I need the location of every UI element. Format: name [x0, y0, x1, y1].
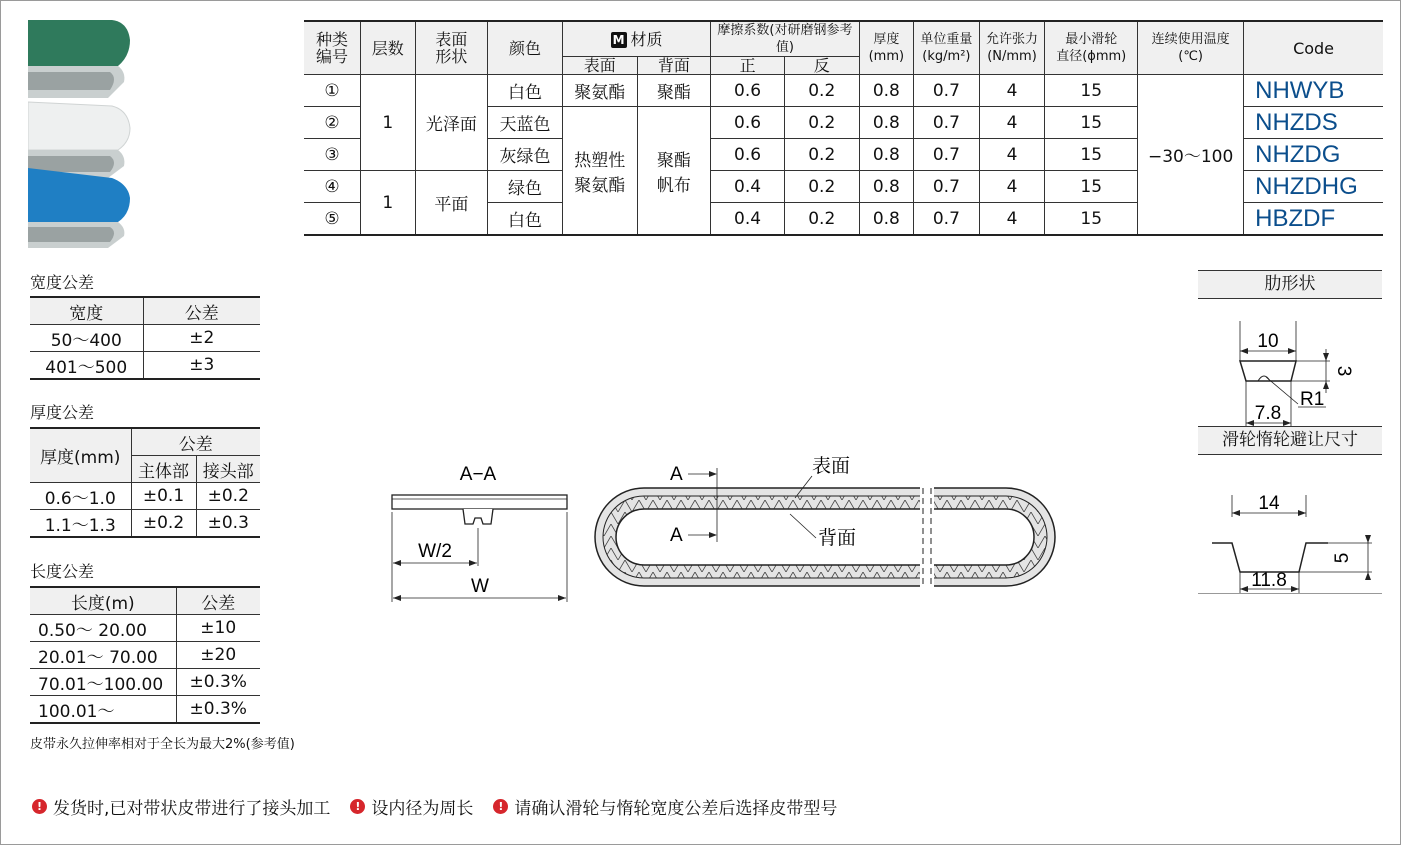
cell-thickness: 0.8: [859, 107, 914, 139]
clearance-bottom-dim: 11.8: [1251, 570, 1287, 591]
header-tolerance: 公差: [176, 587, 260, 615]
cell-color: 灰绿色: [488, 139, 563, 171]
code-link[interactable]: HBZDF: [1244, 203, 1383, 236]
cell-weight: 0.7: [914, 171, 980, 203]
table-row: [304, 75, 1383, 107]
header-material-surface: 表面: [562, 57, 637, 75]
thickness-tolerance-title: 厚度公差: [30, 403, 95, 422]
cell-friction-front: 0.4: [711, 171, 785, 203]
elongation-note: 皮带永久拉伸率相对于全长为最大2%(参考值): [30, 737, 295, 752]
cell-tolerance: ±20: [176, 642, 260, 669]
section-label: A−A: [459, 464, 497, 485]
code-link[interactable]: NHZDG: [1244, 139, 1383, 171]
thickness-tolerance-table: [30, 427, 260, 538]
cell-tolerance: ±3: [143, 352, 260, 380]
caution-icon: !: [350, 799, 365, 814]
cell-length: 0.50～ 20.00: [30, 615, 176, 642]
cell-thickness: 1.1～1.3: [30, 510, 131, 538]
table-row: [30, 615, 260, 642]
arrow-a-bottom-label: A: [670, 525, 683, 546]
cell-tension: 4: [979, 203, 1045, 236]
header-friction-back: 反: [784, 57, 859, 75]
header-friction: 摩擦系数(对研磨钢参考值): [711, 21, 859, 57]
cell-material-back: 聚酯: [637, 75, 711, 107]
cell-tension: 4: [979, 171, 1045, 203]
belt-samples-image: [28, 18, 132, 250]
rib-shape-box: [1198, 270, 1382, 429]
header-layers: 层数: [361, 21, 416, 75]
header-main: 主体部: [131, 456, 196, 483]
cell-thickness: 0.8: [859, 75, 914, 107]
header-temperature: 连续使用温度 (℃): [1138, 21, 1244, 75]
belt-spec-table: [304, 20, 1383, 236]
cell-friction-back: 0.2: [784, 203, 859, 236]
cell-thickness: 0.8: [859, 139, 914, 171]
surface-label: 表面: [812, 456, 851, 477]
pulley-clearance-diagram: [1198, 455, 1382, 593]
cell-pulley: 15: [1045, 203, 1138, 236]
note-item: [493, 794, 837, 819]
cell-length: 100.01～: [30, 696, 176, 724]
header-tension: 允许张力 (N/mm): [979, 21, 1045, 75]
note-item: [350, 794, 473, 819]
header-material-back: 背面: [637, 57, 711, 75]
cell-shape: 平面: [415, 171, 488, 236]
width-label: W: [471, 576, 489, 597]
length-tolerance-title: 长度公差: [30, 562, 95, 581]
cell-no: ⑤: [304, 203, 361, 236]
arrow-a-top-label: A: [670, 464, 683, 485]
cell-color: 白色: [488, 203, 563, 236]
clearance-depth-dim: 5: [1332, 552, 1353, 564]
cell-thickness: 0.6～1.0: [30, 483, 131, 510]
cell-main: ±0.2: [131, 510, 196, 538]
rib-top-dim: 10: [1257, 331, 1279, 352]
table-row: [30, 483, 260, 510]
cell-tolerance: ±0.3%: [176, 696, 260, 724]
cell-material-surface: 热塑性 聚氨酯: [562, 107, 637, 236]
cell-material-back: 聚酯 帆布: [637, 107, 711, 236]
header-length: 长度(m): [30, 587, 176, 615]
table-row: [30, 325, 260, 352]
notes-bar: [32, 794, 837, 819]
rib-radius-dim: R1: [1300, 389, 1325, 410]
header-type-no: 种类 编号: [304, 21, 361, 75]
header-color: 颜色: [488, 21, 563, 75]
material-badge-icon: M: [611, 32, 627, 48]
cell-friction-back: 0.2: [784, 107, 859, 139]
cell-joint: ±0.2: [196, 483, 260, 510]
table-row: [30, 669, 260, 696]
note-text: 发货时,已对带状皮带进行了接头加工: [53, 799, 331, 819]
cell-friction-back: 0.2: [784, 139, 859, 171]
cell-tolerance: ±10: [176, 615, 260, 642]
cell-no: ④: [304, 171, 361, 203]
cross-section-diagram: [385, 456, 575, 606]
header-surface-shape: 表面 形状: [415, 21, 488, 75]
pulley-clearance-box: [1198, 426, 1382, 594]
cell-joint: ±0.3: [196, 510, 260, 538]
table-row: [30, 510, 260, 538]
cell-length: 20.01～ 70.00: [30, 642, 176, 669]
cell-weight: 0.7: [914, 203, 980, 236]
clearance-top-dim: 14: [1258, 493, 1280, 514]
cell-weight: 0.7: [914, 107, 980, 139]
header-material: M 材质: [562, 21, 710, 57]
cell-layers: 1: [361, 171, 416, 236]
cell-tolerance: ±0.3%: [176, 669, 260, 696]
cell-pulley: 15: [1045, 171, 1138, 203]
note-text: 设内径为周长: [371, 799, 474, 819]
cell-pulley: 15: [1045, 107, 1138, 139]
cell-friction-front: 0.4: [711, 203, 785, 236]
cell-temperature: −30～100: [1138, 75, 1244, 236]
cell-friction-front: 0.6: [711, 75, 785, 107]
cell-width: 50～400: [30, 325, 143, 352]
table-row: [30, 696, 260, 724]
rib-shape-title: 肋形状: [1198, 270, 1382, 299]
cell-pulley: 15: [1045, 139, 1138, 171]
table-row: [30, 352, 260, 380]
back-label: 背面: [818, 528, 857, 549]
cell-friction-back: 0.2: [784, 171, 859, 203]
note-item: [32, 794, 330, 819]
width-tolerance-table: [30, 296, 260, 380]
header-width: 宽度: [30, 297, 143, 325]
cell-friction-front: 0.6: [711, 139, 785, 171]
header-unit-weight: 单位重量 (kg/m²): [914, 21, 980, 75]
note-text: 请确认滑轮与惰轮宽度公差后选择皮带型号: [514, 799, 838, 819]
header-friction-front: 正: [711, 57, 785, 75]
header-tolerance: 公差: [143, 297, 260, 325]
cell-friction-front: 0.6: [711, 107, 785, 139]
header-thickness: 厚度(mm): [30, 428, 131, 483]
table-row: [30, 642, 260, 669]
cell-shape: 光泽面: [415, 75, 488, 171]
cell-color: 白色: [488, 75, 563, 107]
caution-icon: !: [493, 799, 508, 814]
code-link[interactable]: NHZDS: [1244, 107, 1383, 139]
cell-no: ②: [304, 107, 361, 139]
cell-tension: 4: [979, 75, 1045, 107]
cell-thickness: 0.8: [859, 203, 914, 236]
cell-layers: 1: [361, 75, 416, 171]
cell-color: 绿色: [488, 171, 563, 203]
header-joint: 接头部: [196, 456, 260, 483]
cell-thickness: 0.8: [859, 171, 914, 203]
header-min-pulley: 最小滑轮 直径(ϕmm): [1045, 21, 1138, 75]
cell-color: 天蓝色: [488, 107, 563, 139]
length-tolerance-table: [30, 586, 260, 724]
caution-icon: !: [32, 799, 47, 814]
cell-width: 401～500: [30, 352, 143, 380]
rib-bottom-dim: 7.8: [1254, 403, 1282, 424]
half-width-label: W/2: [418, 541, 452, 562]
rib-shape-diagram: [1198, 299, 1382, 429]
rib-height-dim: 3: [1333, 365, 1354, 377]
code-link[interactable]: NHWYB: [1244, 75, 1383, 107]
cell-no: ③: [304, 139, 361, 171]
cell-friction-back: 0.2: [784, 75, 859, 107]
cell-tension: 4: [979, 139, 1045, 171]
cell-pulley: 15: [1045, 75, 1138, 107]
cell-no: ①: [304, 75, 361, 107]
belt-loop-diagram: [590, 452, 1060, 592]
cell-weight: 0.7: [914, 139, 980, 171]
header-code: Code: [1244, 21, 1383, 75]
pulley-clearance-title: 滑轮惰轮避让尺寸: [1198, 426, 1382, 455]
header-thickness: 厚度 (mm): [859, 21, 914, 75]
cell-tolerance: ±2: [143, 325, 260, 352]
code-link[interactable]: NHZDHG: [1244, 171, 1383, 203]
cell-main: ±0.1: [131, 483, 196, 510]
cell-length: 70.01～100.00: [30, 669, 176, 696]
cell-tension: 4: [979, 107, 1045, 139]
cell-weight: 0.7: [914, 75, 980, 107]
header-tolerance: 公差: [131, 428, 260, 456]
width-tolerance-title: 宽度公差: [30, 273, 95, 292]
cell-material-surface: 聚氨酯: [562, 75, 637, 107]
